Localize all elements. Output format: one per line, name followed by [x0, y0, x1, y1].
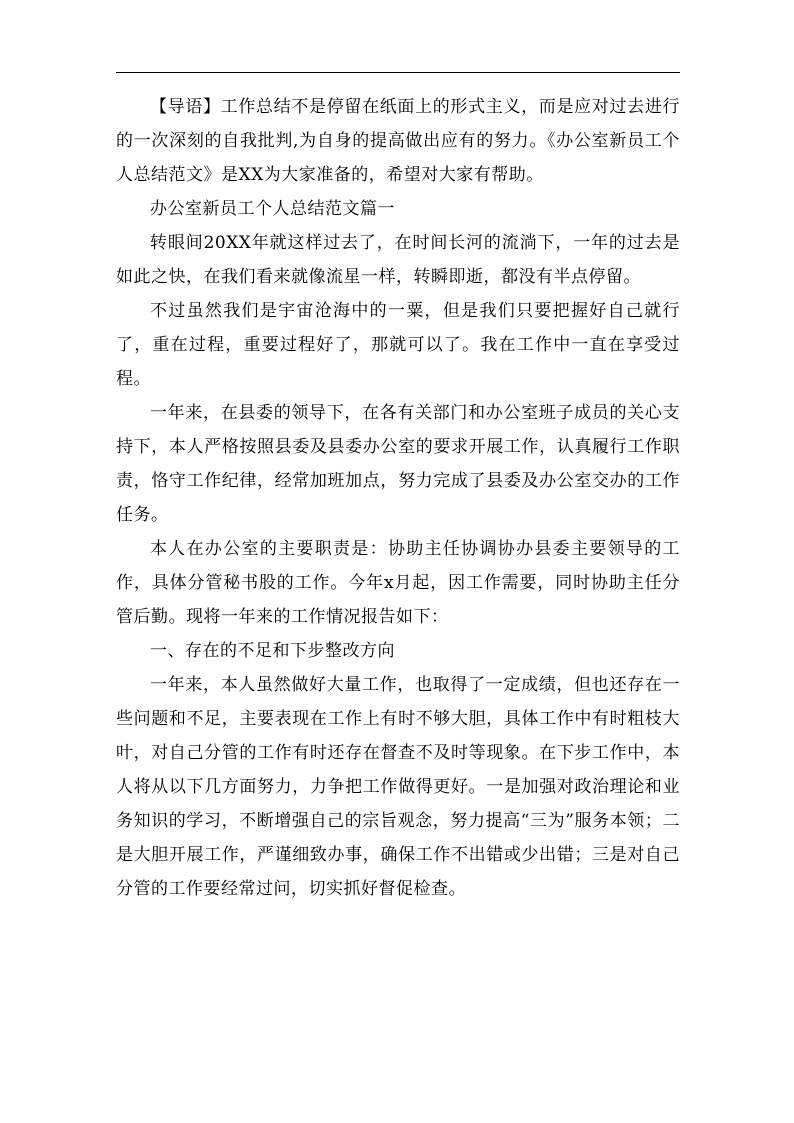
body-paragraph: 一年来，在县委的领导下，在各有关部门和办公室班子成员的关心支持下，本人严格按照县委及县委办公室的要求开展工作，认真履行工作职责，恪守工作纪律，经常加班加点，努力完成了县委及办公室交办的工作任务。 [116, 403, 680, 525]
body-paragraph: 一年来，本人虽然做好大量工作，也取得了一定成绩，但也还存在一些问题和不足，主要表现在工作上有时不够大胆，具体工作中有时粗枝大叶，对自己分管的工作有时还存在督查不及时等现象。在下步工作中，本人将从以下几方面努力，力争把工作做得更好。一是加强对政治理论和业务知识的学习，不断增强自己的宗旨观念，努力提高“三为”服务本领；二是大胆开展工作，严谨细致办事，确保工作不出错或少出错；三是对自己分管的工作要经常过问，切实抓好督促检查。 [116, 675, 680, 899]
body-paragraph: 不过虽然我们是宇宙沧海中的一粟，但是我们只要把握好自己就行了，重在过程，重要过程好了，那就可以了。我在工作中一直在享受过程。 [116, 301, 680, 389]
document-body [116, 90, 680, 906]
article-title: 办公室新员工个人总结范文篇一 [150, 199, 395, 219]
header-divider [116, 72, 680, 73]
intro-paragraph: 【导语】工作总结不是停留在纸面上的形式主义，而是应对过去进行的一次深刻的自我批判,为自身的提高做出应有的努力。《办公室新员工个人总结范文》是XX为大家准备的，希望对大家有帮助。 [116, 97, 680, 185]
body-paragraph: 转眼间20XX年就这样过去了，在时间长河的流淌下，一年的过去是如此之快，在我们看来就像流星一样，转瞬即逝，都没有半点停留。 [116, 233, 680, 287]
section-heading: 一、存在的不足和下步整改方向 [150, 641, 395, 661]
body-paragraph: 本人在办公室的主要职责是：协助主任协调协办县委主要领导的工作，具体分管秘书股的工作。今年x月起，因工作需要，同时协助主任分管后勤。现将一年来的工作情况报告如下： [116, 539, 680, 627]
